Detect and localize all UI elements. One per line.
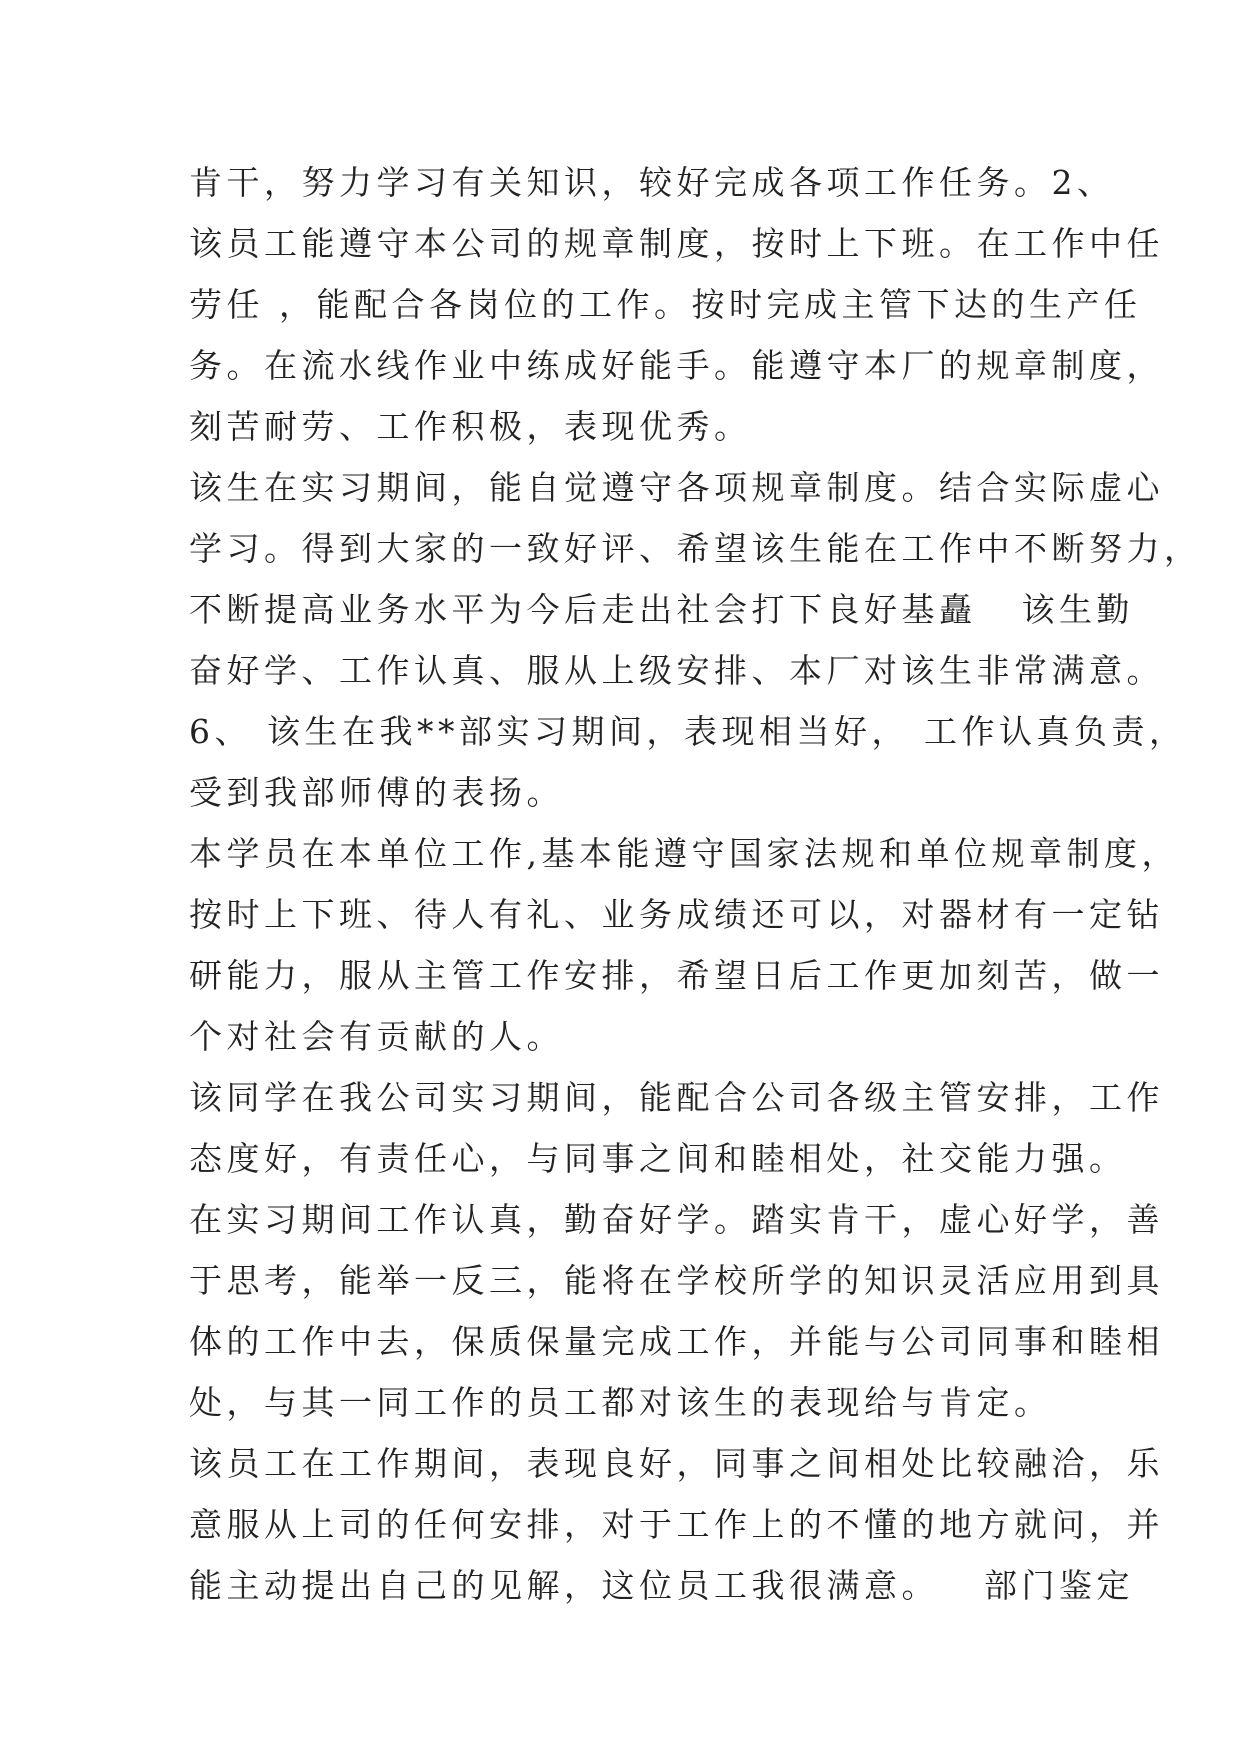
text-line: 态度好，有责任心，与同事之间和睦相处，社交能力强。 (189, 1139, 1127, 1178)
text-line: 6、 该生在我**部实习期间，表现相当好， 工作认真负责， (189, 712, 1187, 751)
text-line: 处，与其一同工作的员工都对该生的表现给与肯定。 (189, 1383, 1052, 1422)
text-line: 在实习期间工作认真，勤奋好学。踏实肯干，虚心好学，善 (189, 1200, 1164, 1239)
text-line: 不断提高业务水平为今后走出社会打下良好基矗 该生勤 (189, 590, 1134, 629)
text-line: 该员工能遵守本公司的规章制度，按时上下班。在工作中任 (189, 224, 1164, 263)
text-line: 学习。得到大家的一致好评、希望该生能在工作中不断努力， (189, 529, 1202, 568)
text-line: 受到我部师傅的表扬。 (189, 773, 564, 812)
document-body (189, 152, 1202, 1616)
text-line: 研能力，服从主管工作安排，希望日后工作更加刻苦，做一 (189, 956, 1164, 995)
text-line: 个对社会有贡献的人。 (189, 1017, 564, 1056)
text-line: 本学员在本单位工作,基本能遵守国家法规和单位规章制度， (189, 834, 1179, 873)
text-line: 该同学在我公司实习期间，能配合公司各级主管安排，工作 (189, 1078, 1164, 1117)
text-line: 能主动提出自己的见解，这位员工我很满意。 部门鉴定 (189, 1566, 1134, 1605)
text-line: 劳任 ，能配合各岗位的工作。按时完成主管下达的生产任 (189, 285, 1142, 324)
text-line: 该员工在工作期间，表现良好，同事之间相处比较融洽，乐 (189, 1444, 1164, 1483)
text-line: 奋好学、工作认真、服从上级安排、本厂对该生非常满意。 (189, 651, 1164, 690)
text-line: 肯干，努力学习有关知识，较好完成各项工作任务。2、 (189, 163, 1115, 202)
text-line: 意服从上司的任何安排，对于工作上的不懂的地方就问，并 (189, 1505, 1164, 1544)
text-line: 该生在实习期间，能自觉遵守各项规章制度。结合实际虚心 (189, 468, 1164, 507)
text-line: 体的工作中去，保质保量完成工作，并能与公司同事和睦相 (189, 1322, 1164, 1361)
text-line: 刻苦耐劳、工作积极，表现优秀。 (189, 407, 752, 446)
text-line: 于思考，能举一反三，能将在学校所学的知识灵活应用到具 (189, 1261, 1164, 1300)
text-line: 按时上下班、待人有礼、业务成绩还可以，对器材有一定钻 (189, 895, 1164, 934)
text-line: 务。在流水线作业中练成好能手。能遵守本厂的规章制度， (189, 346, 1164, 385)
